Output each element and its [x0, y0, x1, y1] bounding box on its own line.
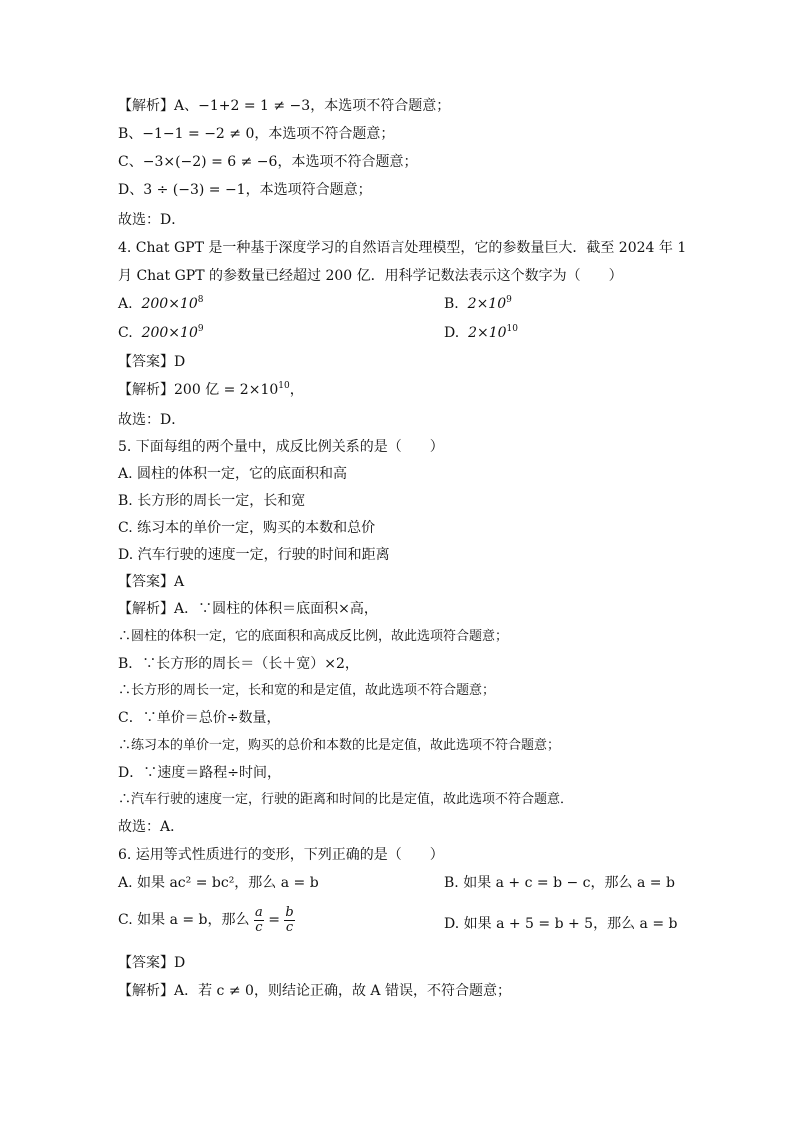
analysis-q5-5: C．∵单价＝总价÷数量， — [118, 710, 281, 726]
q4-option-b: B. $2\times 10^9$ — [444, 295, 512, 312]
analysis-q5-8: ∴汽车行驶的速度一定，行驶的距离和时间的比是定值，故此选项不符合题意． — [118, 792, 574, 807]
analysis-q4: 【解析】200 亿 = $2\times 10^{10}$， — [118, 381, 304, 398]
analysis-q3-a: 【解析】A、−1+2 = 1 ≠ −3，本选项不符合题意； — [118, 98, 451, 114]
question-5: 5. 下面每组的两个量中，成反比例关系的是（ ） — [118, 439, 444, 455]
answer-q5: 【答案】A — [118, 574, 185, 590]
analysis-q3-c: C、−3×(−2) = 6 ≠ −6，本选项不符合题意； — [118, 154, 418, 170]
question-6: 6. 运用等式性质进行的变形，下列正确的是（ ） — [118, 847, 444, 863]
question-4-line2: 月 Chat GPT 的参数量已经超过 200 亿．用科学记数法表示这个数字为（ ） — [118, 268, 623, 284]
q5-option-b: B. 长方形的周长一定，长和宽 — [118, 493, 306, 509]
answer-q6: 【答案】D — [118, 955, 186, 971]
q4-option-c: C. $200\times 10^9$ — [118, 324, 204, 341]
analysis-q5-3: B．∵长方形的周长＝（长＋宽）×2， — [118, 656, 359, 672]
analysis-q5-1: 【解析】A．∵圆柱的体积＝底面积×高， — [118, 601, 378, 617]
q5-option-a: A. 圆柱的体积一定，它的底面积和高 — [118, 466, 348, 482]
answer-q4: 【答案】D — [118, 354, 186, 370]
q6-option-c: C. 如果 a = b，那么 $\frac{a}{c}$ = $\frac{b}{c}$ — [118, 904, 294, 935]
question-4-line1: 4. Chat GPT 是一种基于深度学习的自然语言处理模型，它的参数量巨大．截至 2024 年 1 — [118, 240, 687, 256]
fraction-a-over-c: $\frac{a}{c}$ — [254, 904, 263, 935]
fraction-b-over-c: $\frac{b}{c}$ — [285, 904, 294, 935]
q4-option-d: D. $2\times 10^{10}$ — [444, 324, 518, 341]
analysis-q5-7: D．∵速度＝路程÷时间， — [118, 765, 281, 781]
q6-option-a: A. 如果 ac² = bc²，那么 a = b — [118, 875, 319, 891]
analysis-q3-d: D、3 ÷ (−3) = −1，本选项符合题意； — [118, 182, 372, 198]
analysis-q3-b: B、−1−1 = −2 ≠ 0，本选项不符合题意； — [118, 126, 395, 142]
choose-q3: 故选：D． — [118, 212, 186, 228]
q5-option-c: C. 练习本的单价一定，购买的本数和总价 — [118, 520, 376, 536]
q6-option-d: D. 如果 a + 5 = b + 5，那么 a = b — [444, 916, 678, 932]
q4-option-a: A. $200\times 10^8$ — [118, 295, 204, 312]
q6-option-b: B. 如果 a + c = b − c，那么 a = b — [444, 875, 675, 891]
choose-q5: 故选：A． — [118, 819, 185, 835]
analysis-q5-4: ∴长方形的周长一定，长和宽的和是定值，故此选项不符合题意； — [118, 683, 496, 698]
analysis-q5-6: ∴练习本的单价一定，购买的总价和本数的比是定值，故此选项不符合题意； — [118, 738, 561, 753]
q5-option-d: D. 汽车行驶的速度一定，行驶的时间和距离 — [118, 547, 390, 563]
choose-q4: 故选：D． — [118, 412, 186, 428]
analysis-q6-1: 【解析】A．若 c ≠ 0，则结论正确，故 A 错误，不符合题意； — [118, 983, 511, 999]
analysis-q5-2: ∴圆柱的体积一定，它的底面积和高成反比例，故此选项符合题意； — [118, 629, 509, 644]
